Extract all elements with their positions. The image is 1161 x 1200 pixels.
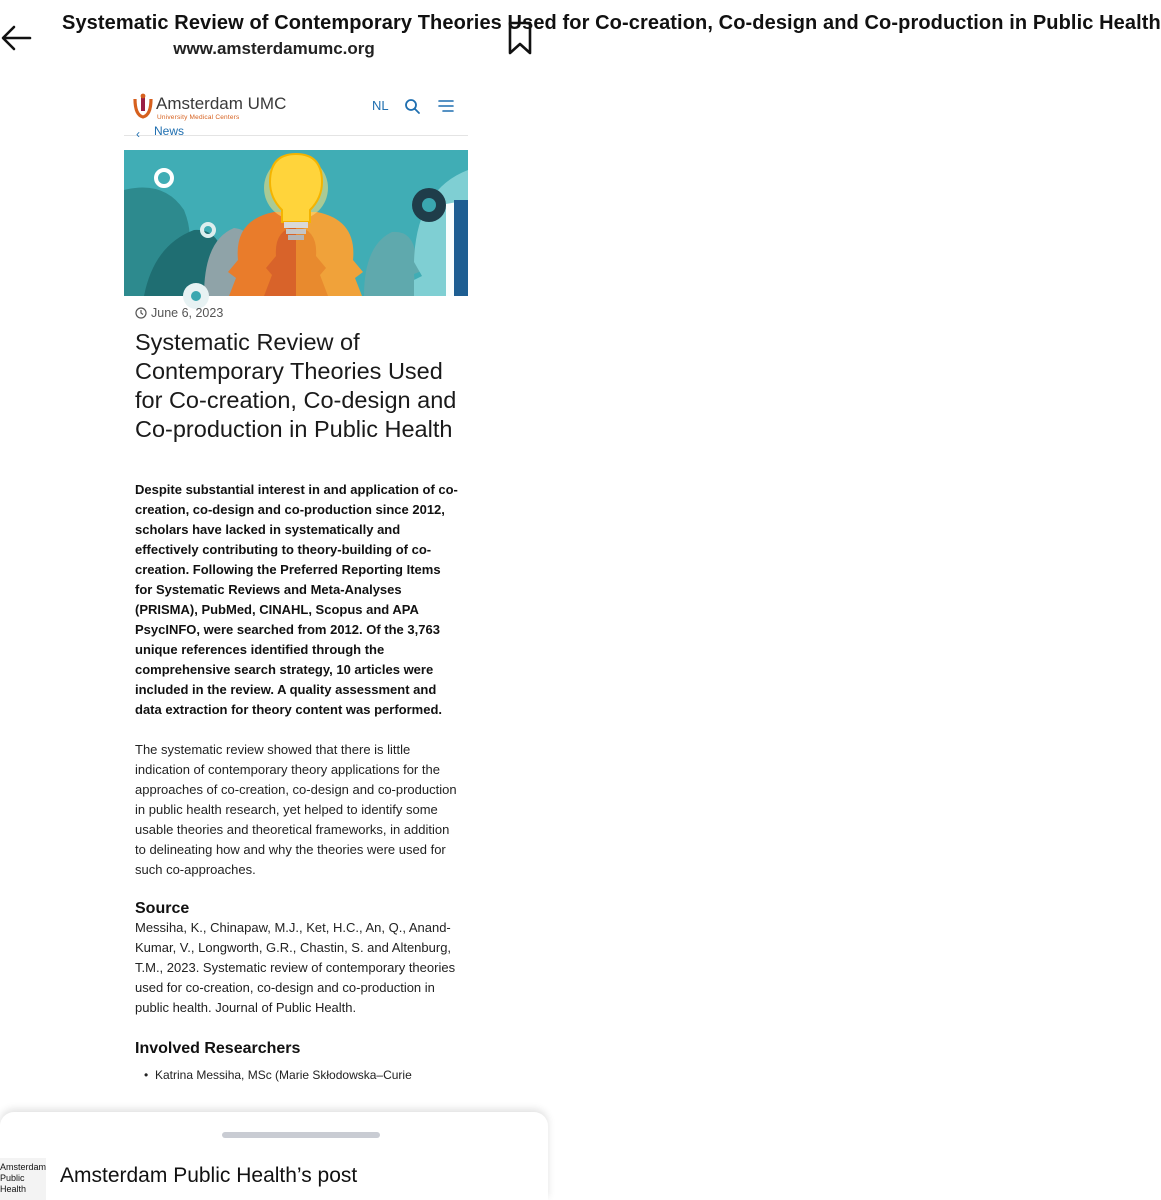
browser-url: www.amsterdamumc.org [173,39,375,58]
search-icon[interactable] [404,98,420,114]
logo-line: Amsterdam [0,1162,47,1172]
article-date-row [135,306,460,320]
source-heading: Source [135,900,190,917]
bookmark-icon[interactable] [506,20,534,56]
source-citation: Messiha, K., Chinapaw, M.J., Ket, H.C., An, Q., Anand-Kumar, V., Longworth, G.R., Chastin, S. and Altenburg, T.M., 2023. Systematic review of contemporary theories used for co-creation, co-design and co-production in public health. Journal of Public Health. [135,920,456,1015]
breadcrumb-news[interactable]: News [154,124,185,138]
breadcrumb[interactable] [124,126,468,148]
chevron-left-icon: ‹ [136,127,140,141]
article-title: Systematic Review of Contemporary Theories Used for Co-creation, Co-design and Co-production in Public Health [135,329,457,442]
article [135,306,460,1082]
logo-subtitle: University Medical Centers [157,114,240,121]
browser-top-bar [0,0,1161,70]
post-bottom-sheet[interactable] [0,1112,548,1200]
menu-icon[interactable] [438,100,454,112]
researchers-heading: Involved Researchers [135,1040,301,1057]
page-header [62,12,1161,59]
browser-page-title: Systematic Review of Contemporary Theories Used for Co-creation, Co-design and Co-production in Public Health [62,12,1161,34]
logo-name: Amsterdam UMC [156,94,287,113]
sheet-grabber-handle[interactable] [222,1132,380,1138]
logo-line: Public [0,1173,25,1183]
back-arrow-icon[interactable] [0,18,40,58]
article-date: June 6, 2023 [151,306,224,320]
article-summary: The systematic review showed that there is little indication of contemporary theory applications for the approaches of co-creation, co-design and co-production in public health research, yet helped to identify some usable theories and theoretical frameworks, in addition to delineating how and why the theories were used for such co-approaches. [135,742,457,877]
amsterdam-umc-logo-icon[interactable] [132,93,154,119]
logo-line: Health [0,1184,27,1194]
amsterdam-public-health-logo [0,1158,46,1200]
researchers-list [135,1068,460,1082]
lightbulb-heads-image [124,150,468,296]
clock-icon [135,307,147,319]
article-abstract: Despite substantial interest in and application of co-creation, co-design and co-production since 2012, scholars have lacked in systematically and effectively contributing to theory-building of co-creation. Following the Preferred Reporting Items for Systematic Reviews and Meta-Analyses (PRISMA), PubMed, CINAHL, Scopus and APA PsycINFO, were searched from 2012. Of the 3,763 unique references identified through the comprehensive search strategy, 10 articles were included in the review. A quality assessment and data extraction for theory content was performed. [135,482,458,717]
post-title: Amsterdam Public Health’s post [60,1164,358,1187]
language-switch-link[interactable]: NL [372,98,389,113]
list-item[interactable]: • Katrina Messiha, MSc (Marie Skłodowska–Curie [155,1068,460,1082]
hero-illustration [124,150,468,296]
